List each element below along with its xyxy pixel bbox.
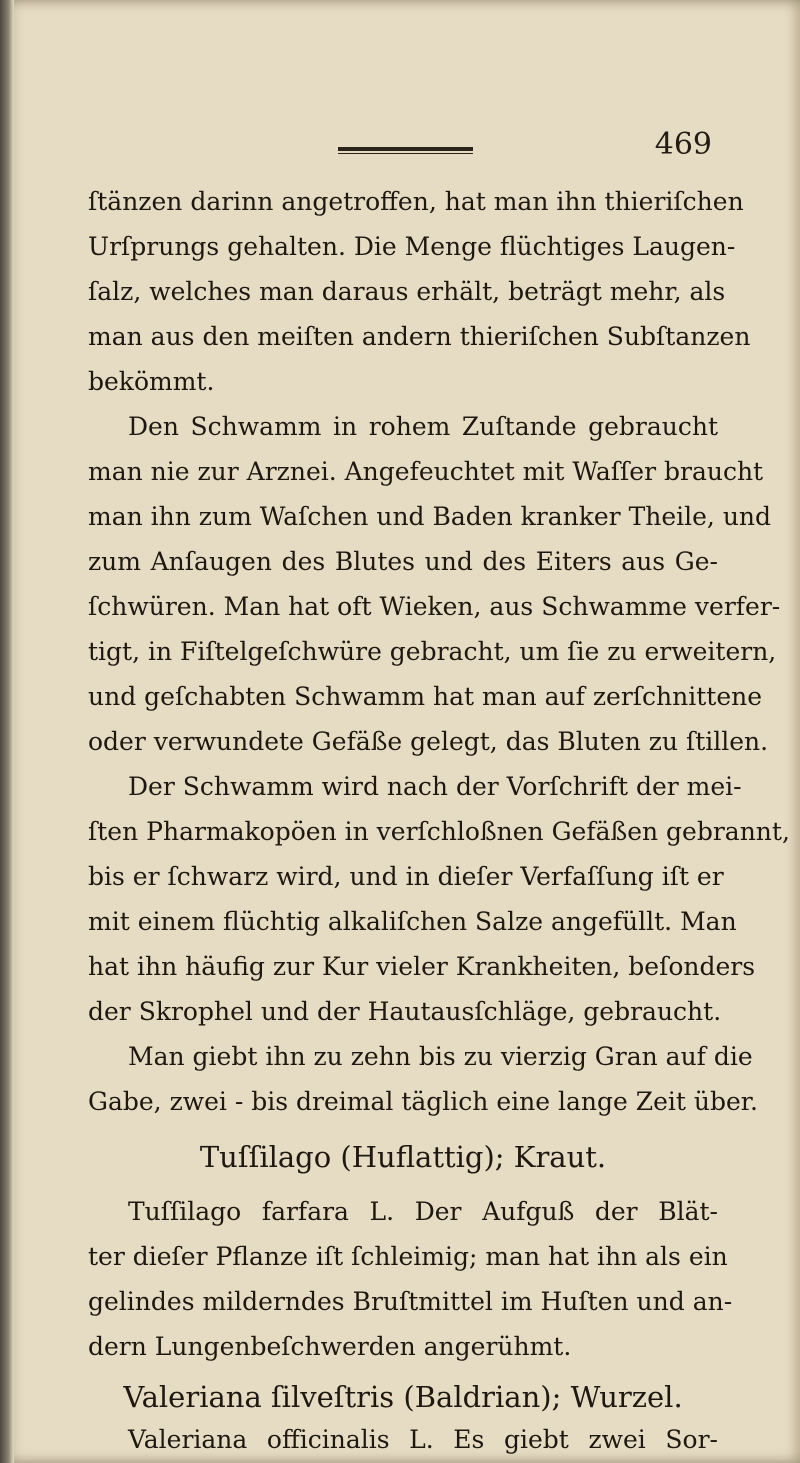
header-rule [338, 147, 473, 151]
paragraph-start: Tuſſilago farfara L. Der Aufguß der Blät- [128, 1197, 718, 1226]
text-line: man nie zur Arznei. Angefeuchtet mit Waſſer braucht [88, 457, 764, 486]
paragraph-start: Valeriana officinalis L. Es giebt zwei Sor- [128, 1425, 718, 1454]
text-line: ſalz, welches man daraus erhält, beträgt mehr, als [88, 277, 726, 306]
text-line: ter dieſer Pflanze iſt ſchleimig; man hat ihn als ein [88, 1242, 728, 1271]
text-line: ſten Pharmakopöen in verſchloßnen Gefäßen gebrannt, [88, 817, 790, 846]
binding-gutter [0, 0, 14, 1463]
text-line: der Skrophel und der Hautausſchläge, gebraucht. [88, 997, 722, 1026]
text-line: bekömmt. [88, 367, 215, 396]
text-line: dern Lungenbeſchwerden angerühmt. [88, 1332, 572, 1361]
text-line: man ihn zum Waſchen und Baden kranker Theile, und [88, 502, 772, 531]
page-number: 469 [654, 127, 712, 162]
text-line: bis er ſchwarz wird, und in dieſer Verfaſſung iſt er [88, 862, 724, 891]
text-line: tigt, in Fiſtelgeſchwüre gebracht, um ſie zu erweitern, [88, 637, 777, 666]
text-line: Urſprungs gehalten. Die Menge flüchtiges Laugen- [88, 232, 736, 261]
header-rule-thin [338, 153, 473, 154]
section-heading-tussilago: Tuſſilago (Huflattig); Kraut. [199, 1140, 607, 1174]
text-line: hat ihn häufig zur Kur vieler Krankheiten, beſonders [88, 952, 756, 981]
paragraph-start: Der Schwamm wird nach der Vorſchrift der mei- [128, 772, 742, 801]
section-heading-valeriana: Valeriana ſilveſtris (Baldrian); Wurzel. [123, 1380, 683, 1414]
text-line: zum Anſaugen des Blutes und des Eiters aus Ge- [88, 547, 718, 576]
text-line: und geſchabten Schwamm hat man auf zerſchnittene [88, 682, 763, 711]
text-line: man aus den meiſten andern thieriſchen Subſtanzen [88, 322, 751, 351]
text-line: gelindes milderndes Bruſtmittel im Huſten und an- [88, 1287, 733, 1316]
text-line: ſtänzen darinn angetroffen, hat man ihn thieriſchen [88, 187, 744, 216]
text-line: mit einem flüchtig alkaliſchen Salze angefüllt. Man [88, 907, 737, 936]
paragraph-start: Den Schwamm in rohem Zuſtande gebraucht [128, 412, 718, 441]
text-line: oder verwundete Gefäße gelegt, das Bluten zu ſtillen. [88, 727, 769, 756]
text-line: ſchwüren. Man hat oft Wieken, aus Schwamme verfer- [88, 592, 781, 621]
paragraph-start: Man giebt ihn zu zehn bis zu vierzig Gran auf die [128, 1042, 753, 1071]
text-line: Gabe, zwei - bis dreimal täglich eine lange Zeit über. [88, 1087, 758, 1116]
